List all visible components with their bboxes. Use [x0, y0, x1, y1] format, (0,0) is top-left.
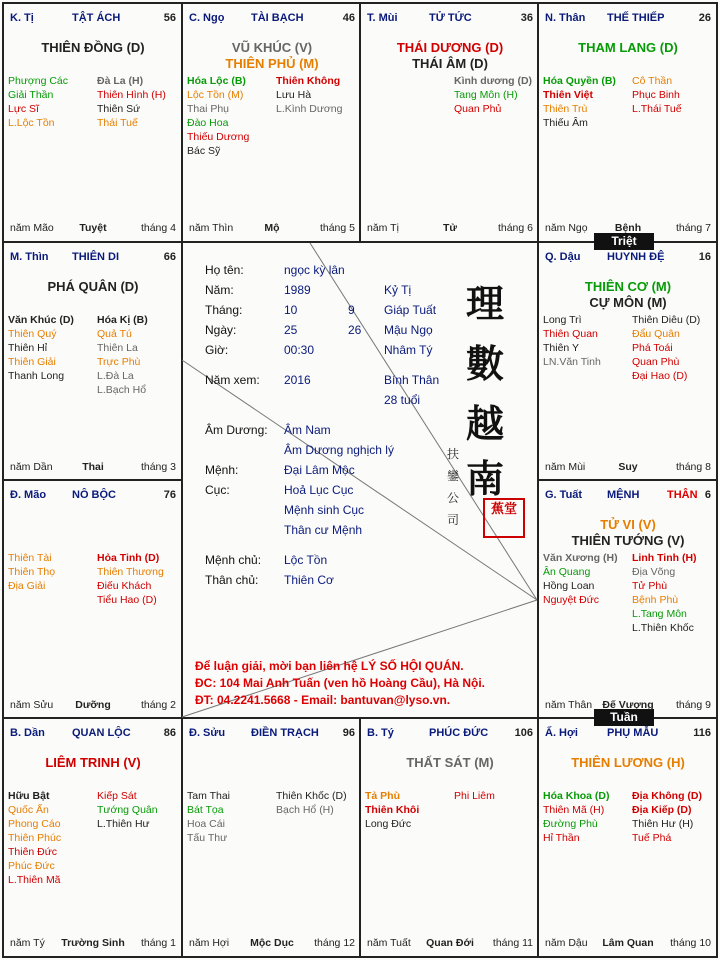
star-item: Giải Thần	[8, 89, 54, 101]
footer-year: năm Thìn	[189, 222, 234, 234]
star-item: Trực Phù	[97, 356, 141, 368]
palace-thin[interactable]	[4, 243, 182, 481]
palace-age: 26	[698, 12, 711, 24]
star-item: Phục Binh	[632, 89, 680, 101]
star-item: Đào Hoa	[187, 117, 229, 129]
hour-can: Nhâm Tý	[384, 343, 433, 357]
logo-char-2: 數	[466, 341, 505, 386]
star-item: Thái Tuế	[97, 117, 138, 129]
palace-than[interactable]	[539, 4, 717, 242]
star-item: Bạch Hổ (H)	[276, 804, 334, 816]
logo-char-4: 南	[466, 456, 505, 501]
amduong-label: Âm Dương:	[205, 423, 268, 437]
logo-side-text: 扶 鑾 公 司	[447, 447, 460, 527]
star-item: Thiên Trù	[543, 103, 588, 115]
star-item: Thiên Đức	[8, 846, 58, 858]
star-item: Lực Sĩ	[8, 103, 39, 115]
palace-ngo[interactable]	[183, 4, 361, 242]
palace-position: C. Ngọ	[189, 12, 225, 24]
star-item: Thiên La	[97, 342, 138, 354]
star-item: Quan Phù	[632, 356, 680, 368]
palace-mao[interactable]	[4, 481, 182, 719]
palace-position: Đ. Sửu	[189, 727, 226, 739]
palace-name: TÀI BẠCH	[251, 12, 304, 24]
palace-header	[367, 12, 533, 26]
menh-value: Đại Lâm Mộc	[284, 463, 355, 477]
minor-stars-right	[97, 74, 166, 130]
footer-phase: Tử	[442, 222, 458, 234]
palace-name: MỆNH	[607, 489, 640, 501]
palace-position: G. Tuất	[545, 489, 583, 501]
minor-stars-left	[8, 74, 68, 130]
palace-name: ĐIỀN TRẠCH	[251, 727, 319, 739]
palace-header	[545, 489, 711, 503]
star-item: Linh Tinh (H)	[632, 552, 697, 564]
palace-footer	[545, 222, 711, 236]
star-item: Thiên Thương	[97, 566, 164, 578]
palace-position: M. Thìn	[10, 251, 49, 263]
logo-char-1: 理	[466, 281, 505, 326]
star-item: Phong Cáo	[8, 818, 61, 830]
footer-year: năm Mùi	[545, 461, 586, 473]
footer-month: tháng 5	[319, 222, 355, 234]
footer-month: tháng 11	[492, 937, 533, 949]
main-star: TỬ VI (V)	[600, 517, 656, 532]
triet-badge: Triệt	[594, 233, 654, 250]
star-item: Thiên Tài	[8, 552, 52, 564]
minor-stars-right	[632, 313, 700, 383]
star-item: Thiên Sứ	[97, 103, 141, 115]
palace-name: THIÊN DI	[72, 251, 120, 263]
palace-header	[545, 727, 711, 741]
minor-stars-left	[543, 789, 610, 845]
main-star: CỰ MÔN (M)	[589, 295, 667, 310]
star-item: Đẩu Quân	[632, 328, 680, 340]
star-item: Hóa Kị (B)	[97, 314, 148, 326]
star-item: Long Đức	[365, 818, 412, 830]
palace-name: TẬT ÁCH	[72, 12, 121, 24]
palace-position: Ấ. Hợi	[545, 727, 578, 739]
star-item: Hoa Cái	[187, 818, 225, 830]
palace-footer	[545, 699, 711, 713]
footer-year: năm Tị	[367, 222, 399, 234]
minor-stars-right	[97, 313, 148, 397]
star-item: Văn Khúc (D)	[8, 314, 74, 326]
than-position: Thân cư Mệnh	[284, 523, 363, 537]
day-label: Ngày:	[205, 323, 237, 337]
star-item: Đà La (H)	[97, 75, 144, 87]
day-can: Mậu Ngọ	[384, 323, 433, 337]
palace-age: 86	[163, 727, 176, 739]
footer-phase: Trường Sinh	[61, 937, 125, 949]
tuan-badge: Tuần	[594, 709, 654, 726]
month-label: Tháng:	[205, 303, 243, 317]
view-year-value: 2016	[284, 373, 311, 387]
palace-name: PHỤ MẪU	[607, 727, 659, 739]
palace-footer	[367, 937, 533, 951]
star-item: Hóa Quyền (B)	[543, 75, 616, 87]
minor-stars-left	[543, 551, 618, 607]
palace-age: 66	[163, 251, 176, 263]
star-item: Thiên Việt	[543, 89, 593, 101]
contact-line-1: Để luận giải, mời bạn liên hệ LÝ SỐ HỘI QUÁN.	[195, 659, 464, 673]
star-item: Hóa Khoa (D)	[543, 790, 610, 802]
star-item: Hồng Loan	[543, 580, 595, 592]
star-item: Tam Thai	[187, 790, 230, 802]
contact-address: ĐC: 104 Mai Anh Tuấn (ven hồ Hoàng Cầu), Hà Nội.	[195, 676, 486, 690]
star-item: Đường Phù	[543, 818, 598, 830]
star-item: Thiên Hư (H)	[632, 818, 694, 830]
minor-stars-right	[97, 551, 164, 607]
star-item: L.Thái Tuế	[632, 103, 682, 115]
footer-phase: Thai	[82, 461, 104, 473]
year-label: Năm:	[205, 283, 234, 297]
star-item: Thiên Quan	[543, 328, 598, 340]
palace-suu[interactable]	[183, 719, 361, 957]
palace-position: Q. Dậu	[545, 251, 581, 263]
palace-header	[10, 251, 176, 265]
star-item: Kiếp Sát	[97, 790, 137, 802]
star-item: Thanh Long	[8, 370, 65, 382]
footer-month: tháng 10	[670, 937, 711, 949]
menh-chu-label: Mệnh chủ:	[205, 553, 262, 567]
palace-header	[10, 489, 176, 503]
month-value: 10	[284, 303, 298, 317]
star-item: Thiên Phúc	[8, 832, 62, 844]
star-item: Bệnh Phù	[632, 594, 679, 606]
palace-position: N. Thân	[545, 12, 586, 24]
palace-position: B. Dần	[10, 727, 45, 739]
main-star: THAM LANG (D)	[578, 40, 678, 55]
month-can: Giáp Tuất	[384, 303, 437, 317]
name-value: ngọc kỳ lân	[284, 263, 345, 277]
palace-name: QUAN LỘC	[72, 727, 131, 739]
star-item: Thiên Diêu (D)	[632, 314, 701, 326]
minor-stars-left	[8, 551, 55, 593]
footer-month: tháng 7	[675, 222, 711, 234]
palace-name: THẾ THIẾP	[607, 12, 665, 24]
star-item: L.Bạch Hổ	[97, 384, 147, 396]
palace-position: B. Tý	[367, 727, 394, 739]
main-star: VŨ KHÚC (V)	[231, 40, 313, 55]
main-star: THÁI DƯƠNG (D)	[396, 40, 504, 55]
star-item: Quan Phủ	[454, 103, 502, 115]
minor-stars-right	[454, 789, 495, 803]
star-item: Đại Hao (D)	[632, 370, 688, 382]
star-item: Thiên Hình (H)	[97, 89, 166, 101]
main-star: THIÊN LƯƠNG (H)	[571, 755, 685, 770]
palace-dan[interactable]	[4, 719, 182, 957]
footer-year: năm Sửu	[10, 699, 54, 711]
star-item: Hỏa Tinh (D)	[97, 552, 160, 564]
star-item: Văn Xương (H)	[543, 552, 618, 564]
palace-dau[interactable]	[539, 243, 717, 481]
hour-value: 00:30	[284, 343, 315, 357]
hour-label: Giờ:	[205, 343, 229, 357]
star-item: Ân Quang	[543, 566, 591, 578]
palace-footer	[10, 222, 176, 236]
palace-age: 16	[698, 251, 711, 263]
main-star: LIÊM TRINH (V)	[45, 755, 141, 770]
palace-age: 106	[514, 727, 533, 739]
palace-header	[10, 727, 176, 741]
palace-footer	[189, 937, 355, 951]
footer-phase: Mộ	[264, 222, 280, 234]
palace-footer	[545, 461, 711, 475]
palace-ti[interactable]	[4, 4, 182, 242]
star-item: LN.Văn Tinh	[543, 356, 601, 368]
star-item: Địa Giải	[8, 580, 46, 592]
palace-header	[10, 12, 176, 26]
cuc-label: Cục:	[205, 483, 230, 497]
star-item: Long Trì	[543, 314, 582, 326]
star-item: Hóa Lộc (B)	[187, 75, 246, 87]
footer-month: tháng 4	[140, 222, 176, 234]
star-item: L.Thiên Hư	[97, 818, 150, 830]
palace-age: 76	[163, 489, 176, 501]
star-item: Lưu Hà	[276, 89, 312, 101]
star-item: L.Tang Môn	[632, 608, 687, 620]
star-item: Hỉ Thần	[543, 832, 580, 844]
minor-stars-right	[632, 551, 697, 635]
palace-header	[545, 12, 711, 26]
star-item: Tả Phù	[365, 790, 401, 802]
star-item: L.Thiên Mã	[8, 874, 61, 886]
star-item: Phá Toái	[632, 342, 673, 354]
star-item: Thiên Giải	[8, 356, 56, 368]
star-item: L.Lộc Tồn	[8, 117, 55, 129]
minor-stars-left	[543, 74, 616, 130]
view-age: 28 tuổi	[384, 393, 421, 407]
center-info	[183, 243, 537, 717]
footer-year: năm Tý	[10, 937, 45, 949]
palace-age: 46	[342, 12, 355, 24]
year-value: 1989	[284, 283, 311, 297]
palace-header	[367, 727, 533, 741]
star-item: Thiếu Âm	[543, 117, 588, 129]
star-item: L.Đà La	[97, 370, 134, 382]
palace-footer	[189, 222, 355, 236]
footer-phase: Lâm Quan	[602, 937, 654, 949]
minor-stars-right	[97, 789, 158, 831]
footer-phase: Tuyệt	[79, 222, 107, 234]
palace-name: PHÚC ĐỨC	[429, 727, 489, 739]
footer-month: tháng 1	[140, 937, 176, 949]
footer-year: năm Hợi	[189, 937, 230, 949]
star-item: L.Thiên Khốc	[632, 622, 694, 634]
footer-month: tháng 2	[140, 699, 176, 711]
palace-hoi[interactable]	[539, 719, 717, 957]
minor-stars-left	[8, 789, 61, 887]
star-item: Thiên Không	[276, 75, 341, 87]
palace-mui[interactable]	[361, 4, 539, 242]
palace-name: HUYNH ĐỆ	[607, 251, 665, 263]
than-chu-label: Thân chủ:	[205, 573, 259, 587]
contact-phone-email[interactable]: ĐT: 04.2241.5668 - Email: bantuvan@lyso.vn.	[195, 693, 451, 707]
name-label: Họ tên:	[205, 263, 244, 277]
star-item: Hữu Bật	[8, 790, 50, 802]
minor-stars-left	[187, 789, 230, 845]
minor-stars-right	[454, 74, 532, 116]
minor-stars-right	[276, 74, 342, 116]
star-item: Lộc Tồn (M)	[187, 89, 244, 101]
star-item: Thiên Thọ	[8, 566, 56, 578]
star-item: Phúc Đức	[8, 860, 55, 872]
month-lunar: 9	[348, 303, 355, 317]
palace-name: TỬ TỨC	[429, 12, 472, 24]
palace-tuat[interactable]	[539, 481, 717, 719]
star-item: Kình dương (D)	[454, 75, 533, 87]
palace-name-secondary: THÂN	[667, 489, 698, 501]
star-item: Phượng Các	[8, 75, 69, 87]
main-star: THIÊN TƯỚNG (V)	[571, 533, 685, 548]
star-item: Thiên Khốc (D)	[276, 790, 347, 802]
footer-month: tháng 3	[140, 461, 176, 473]
minor-stars-left	[365, 789, 419, 831]
amduong-note: Âm Dương nghịch lý	[284, 443, 394, 457]
palace-position: T. Mùi	[367, 12, 398, 24]
cuc-relation: Mệnh sinh Cục	[284, 503, 365, 517]
palace-name: NÔ BỘC	[72, 489, 116, 501]
palace-age: 36	[520, 12, 533, 24]
view-year-can: Bính Thân	[384, 373, 440, 387]
star-item: Tử Phù	[632, 580, 668, 592]
palace-footer	[367, 222, 533, 236]
minor-stars-right	[276, 789, 347, 817]
star-item: Thai Phụ	[187, 103, 230, 115]
year-can: Kỷ Tị	[384, 283, 412, 297]
star-item: Nguyệt Đức	[543, 594, 600, 606]
logo-char-3: 越	[466, 401, 505, 446]
star-item: Quốc Ấn	[8, 804, 49, 816]
main-star: PHÁ QUÂN (D)	[47, 279, 139, 294]
main-star: THẤT SÁT (M)	[406, 755, 494, 770]
star-item: Bác Sỹ	[187, 145, 221, 157]
minor-stars-right	[632, 74, 682, 116]
star-item: Tấu Thư	[187, 832, 228, 844]
palace-header	[189, 727, 355, 741]
star-item: Thiên Quý	[8, 328, 57, 340]
star-item: Địa Kiếp (D)	[632, 804, 692, 816]
footer-phase: Đế Vượng	[602, 699, 654, 711]
amduong-value: Âm Nam	[284, 423, 331, 437]
palace-ty[interactable]	[361, 719, 539, 957]
main-star: THÁI ÂM (D)	[412, 56, 488, 71]
star-item: Điếu Khách	[97, 580, 152, 592]
star-item: Thiên Hỉ	[8, 342, 48, 354]
footer-phase: Suy	[618, 461, 638, 473]
view-year-label: Năm xem:	[205, 373, 260, 387]
star-item: Thiên Khôi	[365, 804, 420, 816]
palace-header	[545, 251, 711, 265]
footer-month: tháng 6	[497, 222, 533, 234]
star-item: Tướng Quân	[97, 804, 158, 816]
star-item: Tuế Phá	[632, 832, 672, 844]
footer-phase: Bệnh	[614, 222, 642, 234]
footer-phase: Mộc Dục	[250, 937, 294, 949]
menh-chu-value: Lộc Tồn	[284, 553, 328, 567]
footer-month: tháng 12	[314, 937, 355, 949]
footer-year: năm Ngọ	[545, 222, 588, 234]
footer-year: năm Dậu	[545, 937, 588, 949]
footer-phase: Quan Đới	[426, 937, 474, 949]
footer-month: tháng 9	[675, 699, 711, 711]
star-item: Phi Liêm	[454, 790, 495, 802]
star-item: Tang Môn (H)	[454, 89, 518, 101]
star-item: Tiểu Hao (D)	[97, 594, 157, 606]
palace-age: 96	[342, 727, 355, 739]
footer-year: năm Tuất	[367, 937, 411, 949]
red-seal: 蕉堂	[483, 498, 525, 538]
footer-phase: Dưỡng	[75, 699, 111, 711]
palace-header	[189, 12, 355, 26]
star-item: Bát Tọa	[187, 804, 224, 816]
star-item: Cô Thần	[632, 75, 673, 87]
star-item: Thiên Y	[543, 342, 579, 354]
footer-month: tháng 8	[675, 461, 711, 473]
minor-stars-left	[543, 313, 601, 369]
minor-stars-left	[8, 313, 74, 383]
than-chu-value: Thiên Cơ	[284, 573, 334, 587]
star-item: L.Kình Dương	[276, 103, 343, 115]
minor-stars-right	[632, 789, 702, 845]
star-item: Địa Võng	[632, 566, 676, 578]
palace-footer	[10, 937, 176, 951]
palace-position: K. Tị	[10, 12, 34, 24]
palace-footer	[10, 461, 176, 475]
day-lunar: 26	[348, 323, 362, 337]
star-item: Thiếu Dương	[187, 131, 250, 143]
star-item: Địa Không (D)	[632, 790, 702, 802]
day-value: 25	[284, 323, 298, 337]
main-star: THIÊN PHỦ (M)	[225, 56, 319, 71]
footer-year: năm Dần	[10, 461, 53, 473]
cuc-value: Hoả Lục Cục	[284, 483, 354, 497]
palace-age: 56	[163, 12, 176, 24]
palace-footer	[10, 699, 176, 713]
menh-label: Mệnh:	[205, 463, 239, 477]
star-item: Thiên Mã (H)	[543, 804, 605, 816]
main-star: THIÊN ĐỒNG (D)	[41, 40, 145, 55]
palace-age: 6	[704, 489, 711, 501]
minor-stars-left	[187, 74, 249, 158]
main-star: THIÊN CƠ (M)	[584, 279, 672, 294]
star-item: Quả Tú	[97, 328, 132, 340]
palace-age: 116	[693, 727, 711, 739]
footer-year: năm Mão	[10, 222, 54, 234]
palace-footer	[545, 937, 711, 951]
palace-position: Đ. Mão	[10, 489, 47, 501]
footer-year: năm Thân	[545, 699, 593, 711]
